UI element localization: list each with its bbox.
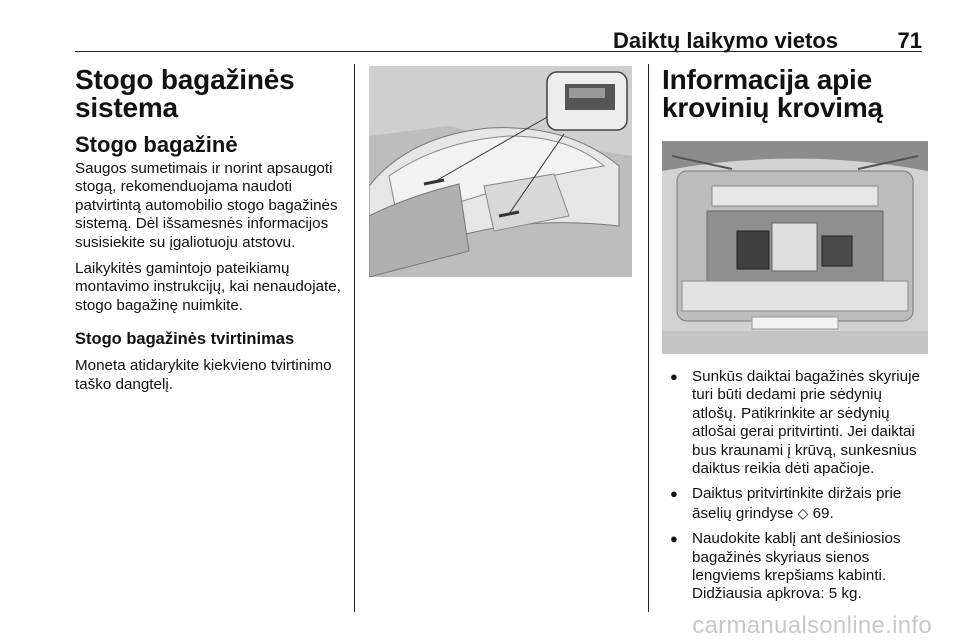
bullet-text-2: Daiktus pritvirtinkite diržais prie āselių grindyse [692,485,902,522]
header-rule [75,51,922,52]
page-reference-icon: ◇ [797,504,809,521]
page-reference[interactable]: 69. [812,504,834,522]
column-divider-left [354,64,355,612]
chapter-title: Daiktų laikymo vietos [613,28,838,53]
left-column [75,66,350,402]
right-column [662,66,928,122]
roof-rack-paragraph-2: Laikykitės gamintojo pateikiamų montavimo instrukcijų, kai nenaudojate, stogo bagažinę nuimkite. [75,260,341,314]
watermark: carmanualsonline.info [692,612,932,639]
loading-info-title: Informacija apie krovinių krovimą [662,64,883,123]
loading-bullets [662,368,928,611]
car-trunk-load-icon [662,141,928,354]
roof-rack-paragraph-3: Moneta atidarykite kiekvieno tvirtinimo taško dangtelį. [75,357,332,393]
column-divider-right [648,64,649,612]
bullet-text-1: Sunkūs daiktai bagažinės skyriuje turi būti dedami prie sėdynių atlošų. Patikrinkite ar sėdynių atlošai gerai pritvirtinti. Jei daiktai bus kraunami į krūvą, sunkesnius daiktus reikia dėti apačioje. [692,368,920,478]
roof-rack-title: Stogo bagažinės sistema [75,64,295,123]
bullet-icon: ● [670,486,678,502]
list-item [662,530,928,604]
page-number: 71 [897,28,922,53]
bullet-icon: ● [670,531,678,547]
roof-rack-section-title: Stogo bagažinė [75,132,238,157]
roof-rack-mounting-title: Stogo bagažinės tvirtinimas [75,330,295,349]
bullet-icon: ● [670,369,678,384]
roof-rack-paragraph-1: Saugos sumetimais ir norint apsaugoti stogą, rekomenduojama naudoti patvirtintą automobilio stogo bagažinės sistemą. Dėl išsamesnės informacijos susisiekite su įgaliotuoju atstovu. [75,160,338,251]
car-roof-mounting-points-icon [369,66,632,277]
list-item [662,485,928,523]
list-item [662,368,928,478]
bullet-text-3: Naudokite kablį ant dešiniosios bagažinės skyriaus sienos lengviems krepšiams kabinti. Didžiausia apkrova: 5 kg. [692,530,901,603]
